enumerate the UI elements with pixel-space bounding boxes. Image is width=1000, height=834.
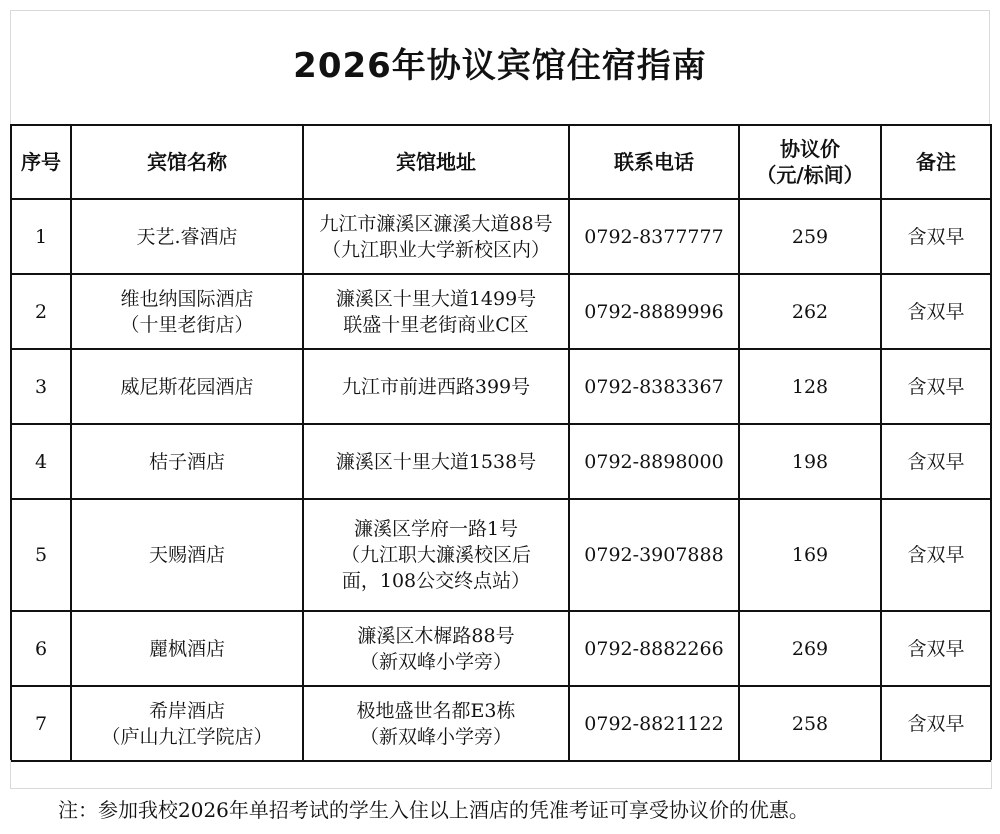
cell-remark: 含双早 [881,611,991,686]
header-remark: 备注 [881,125,991,199]
header-address: 宾馆地址 [303,125,569,199]
table-row [11,199,991,274]
cell-address [303,199,569,274]
table-row [11,349,991,424]
table-header-row [11,125,991,199]
cell-price: 169 [739,499,881,611]
sheet-gridline [10,10,990,11]
cell-seq: 1 [11,199,71,274]
table-row [11,499,991,611]
cell-seq: 7 [11,686,71,761]
cell-seq: 2 [11,274,71,349]
table-row [11,611,991,686]
cell-hotel-name [71,274,303,349]
header-seq: 序号 [11,125,71,199]
header-phone: 联系电话 [569,125,739,199]
cell-price: 259 [739,199,881,274]
cell-phone: 0792-8383367 [569,349,739,424]
cell-hotel-name-line: 桔子酒店 [148,450,225,473]
cell-address [303,686,569,761]
cell-hotel-name [71,349,303,424]
footnote: 注：参加我校2026年单招考试的学生入住以上酒店的凭准考证可享受协议价的优惠。 [58,798,809,822]
cell-price: 262 [739,274,881,349]
cell-address [303,424,569,499]
header-price-line2: （元/标间） [756,163,864,187]
cell-address-line: 濂溪区十里大道1499号 [335,287,537,310]
cell-hotel-name-line: 希岸酒店 [148,699,225,722]
cell-price: 258 [739,686,881,761]
cell-address [303,499,569,611]
cell-price: 269 [739,611,881,686]
cell-hotel-name-line: 天艺.睿酒店 [136,225,238,248]
cell-address-line: 九江市前进西路399号 [341,375,531,398]
cell-hotel-name-line: （庐山九江学院店） [101,725,273,748]
cell-remark: 含双早 [881,199,991,274]
header-name: 宾馆名称 [71,125,303,199]
cell-address [303,274,569,349]
cell-address-line: 濂溪区木樨路88号 [357,624,515,647]
header-price-line1: 协议价 [780,137,840,161]
cell-remark: 含双早 [881,349,991,424]
cell-phone: 0792-8821122 [569,686,739,761]
cell-address-line: 面，108公交终点站） [341,570,531,592]
cell-address-line: （九江职大濂溪校区后 [340,544,531,566]
cell-price: 198 [739,424,881,499]
table-body [11,199,991,761]
cell-address-line: 濂溪区十里大道1538号 [335,450,537,473]
cell-address-line: 濂溪区学府一路1号 [353,518,519,540]
hotel-table [10,124,992,762]
header-price [739,125,881,199]
cell-remark: 含双早 [881,686,991,761]
cell-phone: 0792-3907888 [569,499,739,611]
cell-price: 128 [739,349,881,424]
table-row [11,424,991,499]
cell-address-line: 极地盛世名都E3栋 [356,699,516,722]
table-row [11,274,991,349]
cell-phone: 0792-8889996 [569,274,739,349]
cell-remark: 含双早 [881,274,991,349]
cell-hotel-name [71,199,303,274]
cell-seq: 6 [11,611,71,686]
cell-hotel-name-line: 天赐酒店 [148,544,225,566]
cell-phone: 0792-8882266 [569,611,739,686]
cell-hotel-name-line: 麗枫酒店 [148,637,225,660]
sheet-blank-row [10,760,992,789]
cell-hotel-name [71,499,303,611]
cell-address-line: 九江市濂溪区濂溪大道88号 [319,212,553,235]
cell-address-line: （新双峰小学旁） [359,650,512,673]
cell-phone: 0792-8898000 [569,424,739,499]
cell-address-line: 联盛十里老街商业C区 [343,313,529,336]
cell-address-line: （九江职业大学新校区内） [321,238,550,261]
cell-address-line: （新双峰小学旁） [359,725,512,748]
cell-hotel-name-line: 维也纳国际酒店 [120,287,254,310]
cell-hotel-name [71,611,303,686]
table-row [11,686,991,761]
cell-remark: 含双早 [881,499,991,611]
cell-seq: 5 [11,499,71,611]
cell-remark: 含双早 [881,424,991,499]
cell-seq: 4 [11,424,71,499]
cell-seq: 3 [11,349,71,424]
cell-phone: 0792-8377777 [569,199,739,274]
cell-address [303,349,569,424]
cell-hotel-name [71,424,303,499]
cell-hotel-name-line: 威尼斯花园酒店 [120,375,254,398]
page-title: 2026年协议宾馆住宿指南 [293,46,707,86]
cell-hotel-name-line: （十里老街店） [120,313,254,336]
cell-address [303,611,569,686]
cell-hotel-name [71,686,303,761]
